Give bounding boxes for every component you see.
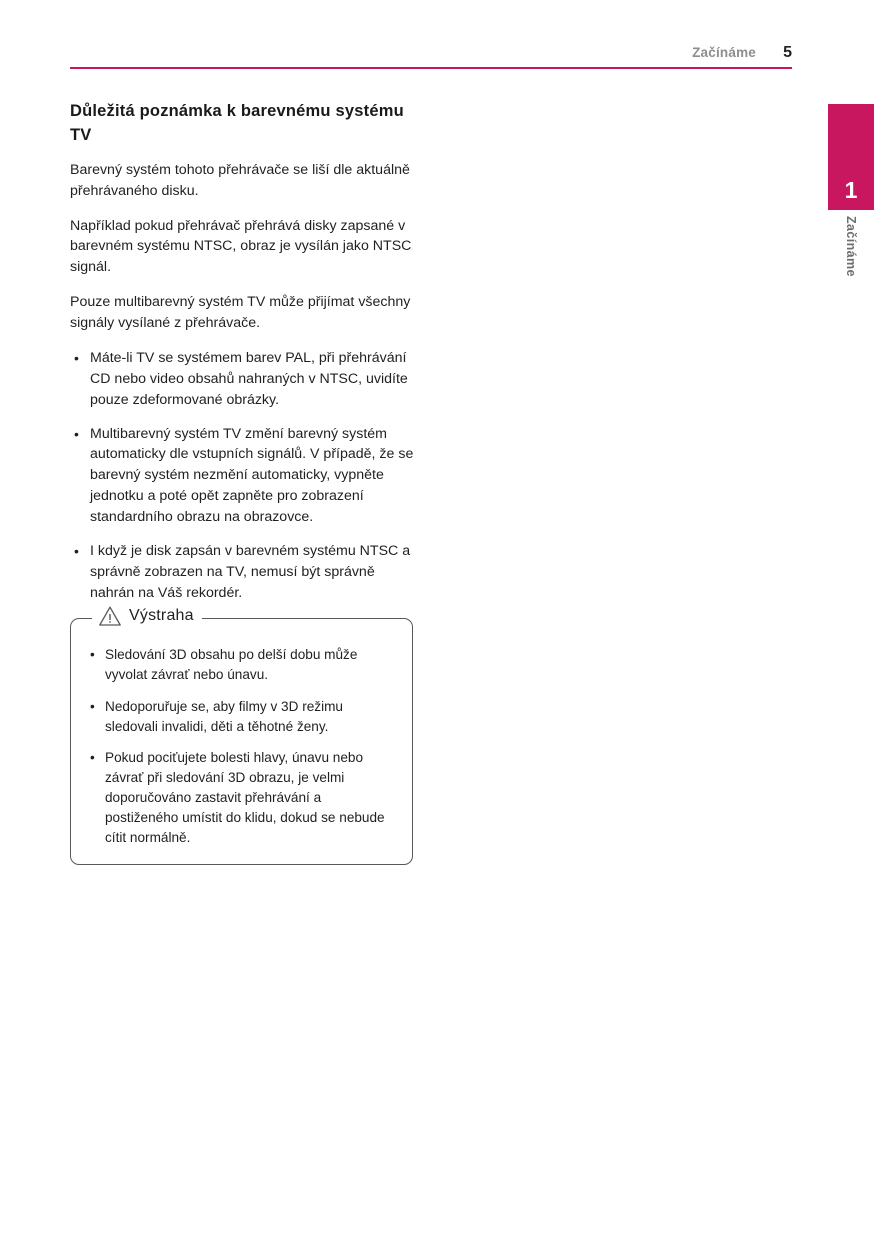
body-paragraph: Pouze multibarevný systém TV může přijímat všechny signály vysílané z přehrávače. xyxy=(70,294,411,332)
caution-header xyxy=(92,605,202,627)
header-divider-rule xyxy=(70,67,792,69)
body-paragraph: Například pokud přehrávač přehrává disky zapsané v barevném systému NTSC, obraz je vysílán jako NTSC signál. xyxy=(70,217,412,276)
page-header xyxy=(70,44,792,62)
bullet-list xyxy=(70,348,420,604)
chapter-tab-marker xyxy=(828,104,874,210)
body-paragraph: Barevný systém tohoto přehrávače se liší dle aktuálně přehrávaného disku. xyxy=(70,161,410,199)
warning-triangle-icon xyxy=(98,605,122,627)
document-content xyxy=(70,100,420,865)
list-item: • Pokud pociťujete bolesti hlavy, únavu nebo závrať při sledování 3D obrazu, je velmi doporučováno zastavit přehrávání a postiženého umístit do klidu, dokud se nebude cítit normálně. xyxy=(87,748,396,848)
list-item: • Máte-li TV se systémem barev PAL, při přehrávání CD nebo video obsahů nahraných v NTSC, uvidíte pouze zdeformované obrázky. xyxy=(70,348,420,411)
list-item: • I když je disk zapsán v barevném systému NTSC a správně zobrazen na TV, nemusí být správně nahrán na Váš rekordér. xyxy=(70,541,420,604)
caution-title: Výstraha xyxy=(129,606,194,624)
chapter-number: 1 xyxy=(844,177,858,203)
list-item: • Multibarevný systém TV změní barevný systém automaticky dle vstupních signálů. V případě, že se barevný systém nezmění automaticky, vypněte jednotku a poté opět zapněte pro zobrazení standardního obrazu na obrazovce. xyxy=(70,424,420,528)
caution-callout xyxy=(70,606,413,866)
list-item: • Sledování 3D obsahu po delší dobu může vyvolat závrať nebo únavu. xyxy=(87,645,396,685)
list-item: • Nedoporuřuje se, aby filmy v 3D režimu sledovali invalidi, děti a těhotné ženy. xyxy=(87,697,396,737)
chapter-tab-label xyxy=(828,212,874,332)
caution-list xyxy=(87,645,396,849)
caution-box xyxy=(70,618,413,866)
header-chapter-title: Začínáme xyxy=(692,45,756,60)
chapter-tab-label-text: Začínáme xyxy=(844,216,858,277)
page-title: Důležitá poznámka k barevnému systému TV xyxy=(70,102,404,144)
page-number: 5 xyxy=(783,44,792,61)
